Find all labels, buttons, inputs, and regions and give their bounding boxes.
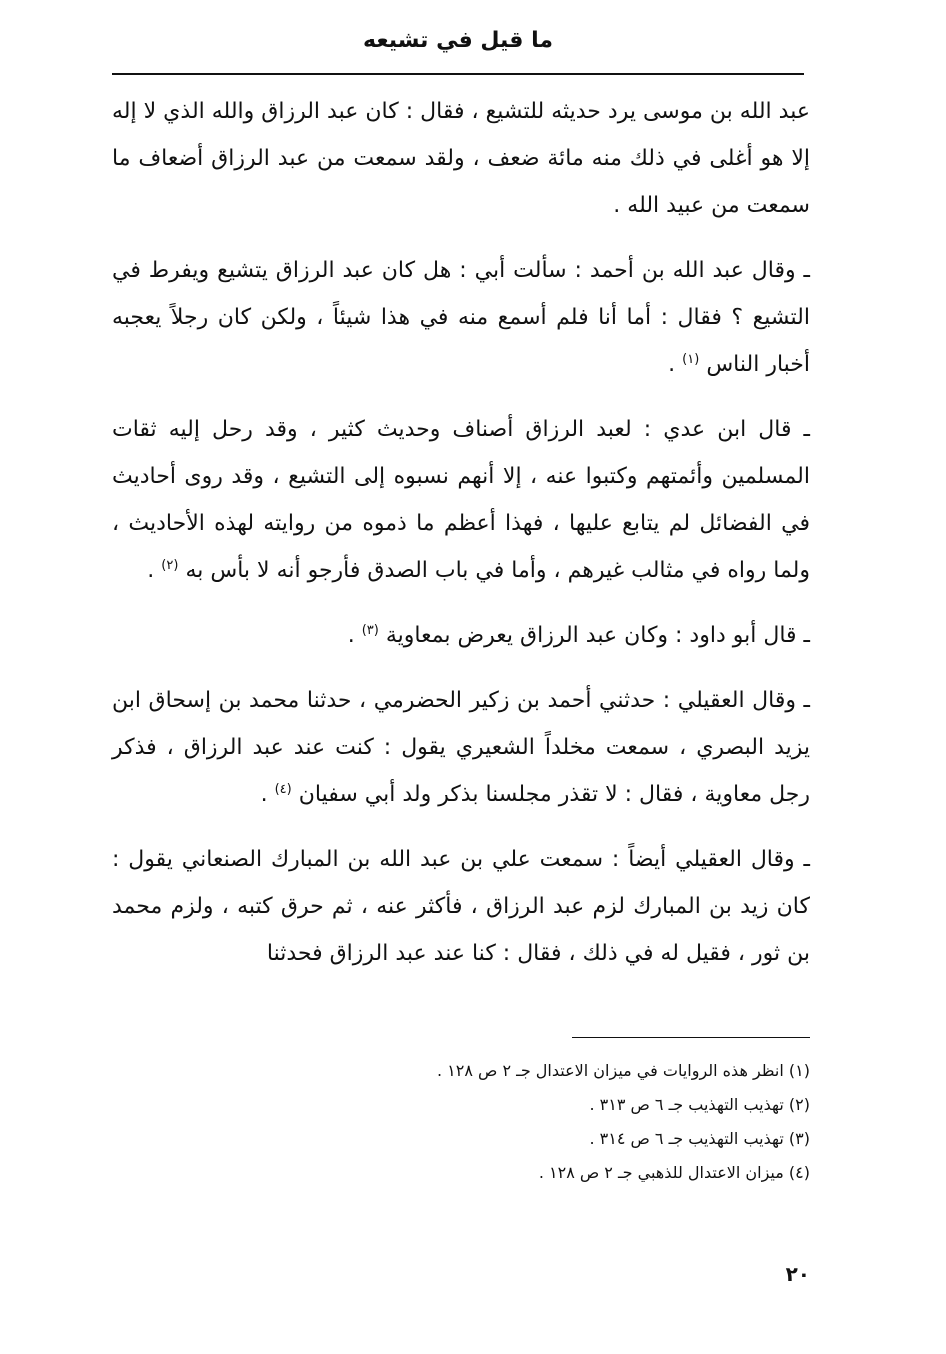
footnote: (٢) تهذيب التهذيب جـ ٦ ص ٣١٣ .: [589, 1095, 810, 1114]
paragraph-text: ـ قال ابن عدي : لعبد الرزاق أصناف وحديث كثير ، وقد رحل إليه ثقات المسلمين وأئمتهم وكتبوا عنه ، إلا أنهم نسبوه إلى التشيع ، وقد روى أحاديث في الفضائل لم يتابع عليها ، فهذا أعظم ما ذموه من روايته لهذه الأحاديث ، ولما رواه في مثالب غيرهم ، وأما في باب الصدق فأرجو أنه لا بأس به: [112, 417, 810, 583]
body-text: [112, 88, 810, 995]
footnote-rule: [572, 1037, 810, 1038]
paragraph: [112, 88, 810, 229]
paragraph: [112, 406, 810, 594]
footnote-reference: (٣): [361, 623, 379, 638]
paragraph: [112, 677, 810, 818]
paragraph-text: ـ قال أبو داود : وكان عبد الرزاق يعرض بمعاوية: [385, 623, 810, 648]
footnote-reference: (٤): [274, 782, 292, 797]
header-rule: [112, 73, 804, 75]
paragraph-tail: .: [347, 623, 362, 648]
footnote: (٤) ميزان الاعتدال للذهبي جـ ٢ ص ١٢٨ .: [538, 1163, 810, 1182]
footnote-reference: (١): [682, 352, 700, 367]
paragraph-text: ـ وقال العقيلي أيضاً : سمعت علي بن عبد الله بن المبارك الصنعاني يقول : كان زيد بن المبارك لزم عبد الرزاق ، فأكثر عنه ، ثم حرق كتبه ، ولزم محمد بن ثور ، فقيل له في ذلك ، فقال : كنا عند عبد الرزاق فحدثنا: [112, 847, 810, 966]
paragraph-tail: .: [260, 782, 275, 807]
paragraph-tail: .: [668, 352, 683, 377]
paragraph: [112, 612, 810, 659]
footnote: (١) انظر هذه الروايات في ميزان الاعتدال جـ ٢ ص ١٢٨ .: [436, 1061, 810, 1080]
running-head: ما قيل في تشيعه: [363, 28, 553, 53]
footnote-reference: (٢): [161, 558, 179, 573]
paragraph: [112, 836, 810, 977]
paragraph-text: ـ وقال عبد الله بن أحمد : سألت أبي : هل كان عبد الرزاق يتشيع ويفرط في التشيع ؟ فقال : أما أنا فلم أسمع منه في هذا شيئاً ، ولكن كان رجلاً يعجبه أخبار الناس: [112, 258, 810, 377]
paragraph-text: ـ وقال العقيلي : حدثني أحمد بن زكير الحضرمي ، حدثنا محمد بن إسحاق ابن يزيد البصري ، سمعت مخلداً الشعيري يقول : كنت عند عبد الرزاق ، فذكر رجل معاوية ، فقال : لا تقذر مجلسنا بذكر ولد أبي سفيان: [112, 688, 810, 807]
footnotes: [112, 1054, 810, 1190]
footnote: (٣) تهذيب التهذيب جـ ٦ ص ٣١٤ .: [589, 1129, 810, 1148]
paragraph-text: عبد الله بن موسى يرد حديثه للتشيع ، فقال : كان عبد الرزاق والله الذي لا إله إلا هو أغلى في ذلك منه مائة ضعف ، ولقد سمعت من عبد الرزاق أضعاف ما سمعت من عبيد الله .: [112, 99, 810, 218]
page-number: ٢٠: [785, 1262, 810, 1286]
paragraph: [112, 247, 810, 388]
paragraph-tail: .: [147, 558, 162, 583]
